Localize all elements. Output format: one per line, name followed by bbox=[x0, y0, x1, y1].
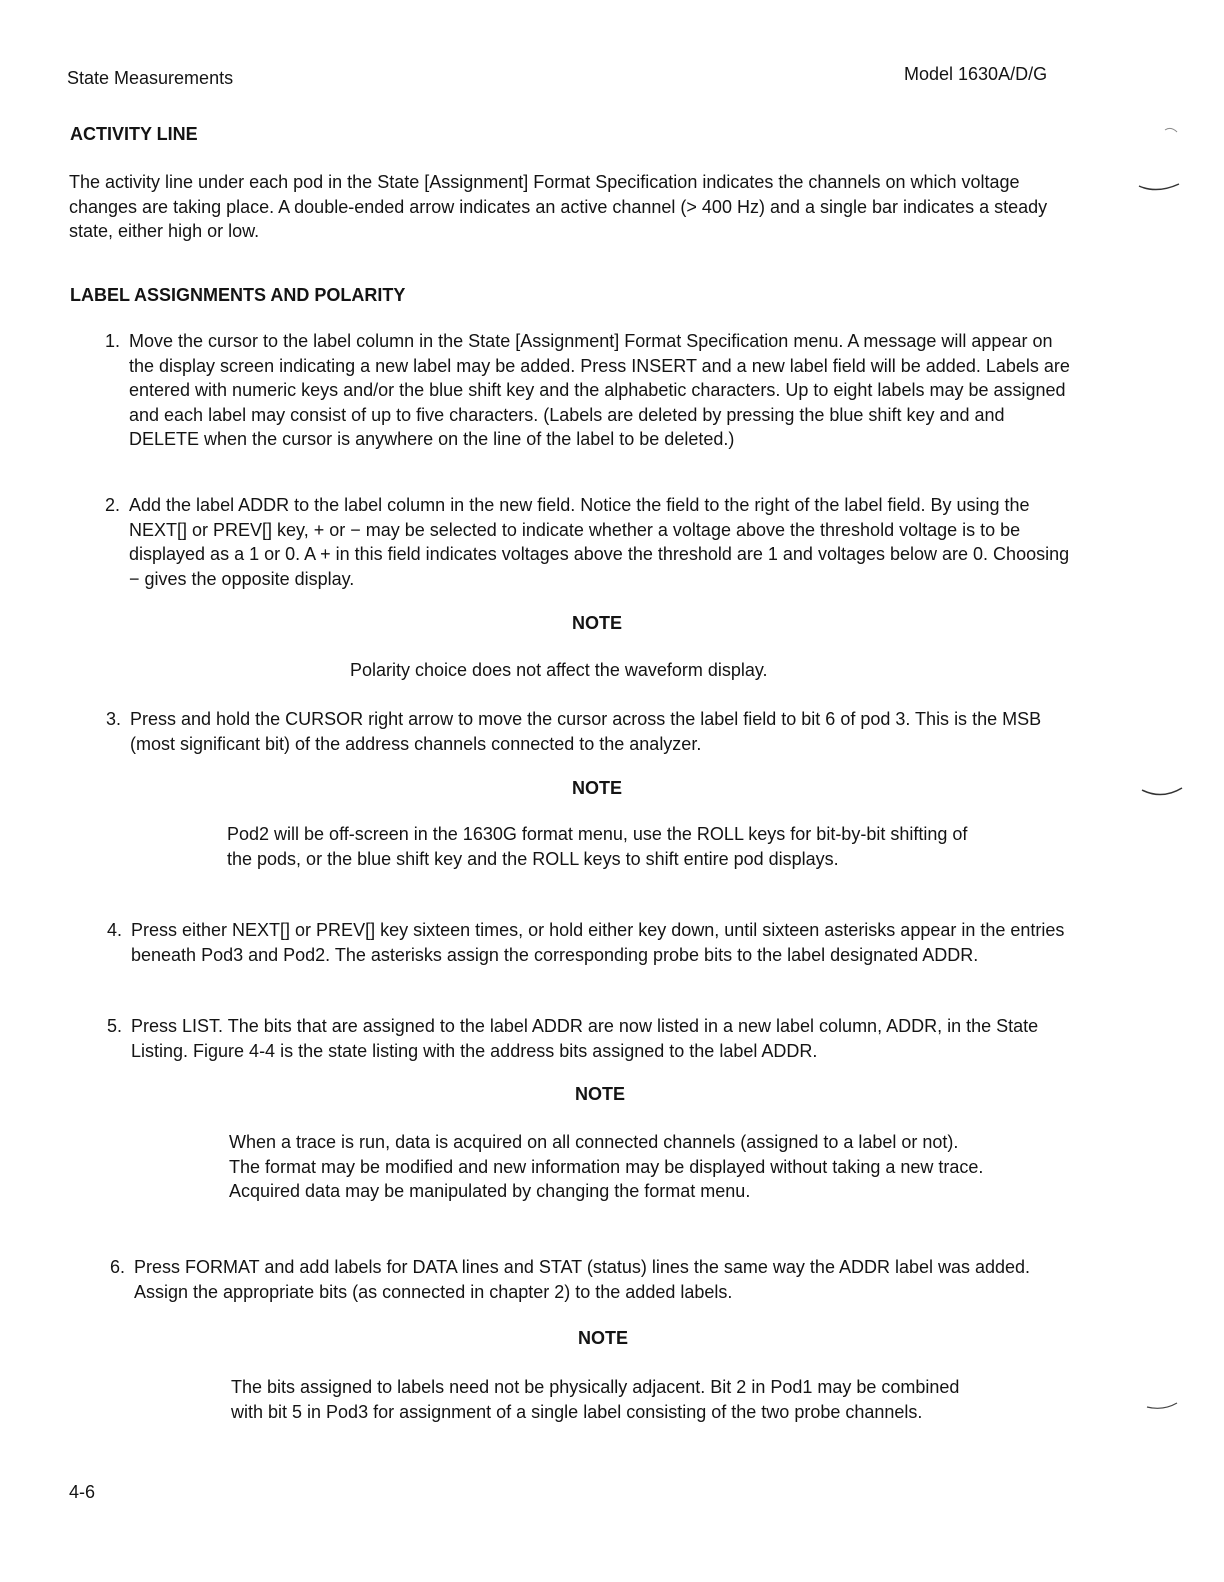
step-text: Press LIST. The bits that are assigned to the label ADDR are now listed in a new label column, ADDR, in the State Listing. Figure 4-4 is the state listing with the address bits assigned to the label ADDR. bbox=[131, 1016, 1039, 1061]
step-text: Move the cursor to the label column in the State [Assignment] Format Specification menu. A message will appear on the display screen indicating a new label may be added. Press INSERT and a new label field will be added. Labels are entered with numeric keys and/or the blue shift key and the alphabetic characters. Up to eight labels may be assigned and each label may consist of up to five characters. (Labels are deleted by pressing the blue shift key and and DELETE when the cursor is anywhere on the line of the label to be deleted.) bbox=[129, 331, 1070, 449]
note-heading: NOTE bbox=[575, 1084, 626, 1104]
note-text: Polarity choice does not affect the waveform display. bbox=[350, 660, 768, 680]
step-number: 5. bbox=[107, 1016, 123, 1036]
section-heading-activity-line: ACTIVITY LINE bbox=[70, 124, 198, 144]
note-heading: NOTE bbox=[572, 778, 623, 798]
note-heading: NOTE bbox=[572, 613, 623, 633]
binder-ring-mark bbox=[1145, 1395, 1190, 1420]
section-heading-label-assignments: LABEL ASSIGNMENTS AND POLARITY bbox=[70, 285, 406, 305]
step-number: 3. bbox=[106, 709, 122, 729]
binder-ring-mark bbox=[1135, 120, 1195, 200]
step-text: Press FORMAT and add labels for DATA lines and STAT (status) lines the same way the ADDR label was added. Assign the appropriate bits (as connected in chapter 2) to the added labels. bbox=[134, 1257, 1031, 1302]
running-header-title: State Measurements bbox=[67, 68, 234, 88]
step-number: 2. bbox=[105, 495, 121, 515]
binder-ring-mark bbox=[1140, 780, 1190, 810]
note-text: When a trace is run, data is acquired on all connected channels (assigned to a label or not). The format may be modified and new information may be displayed without taking a new trace. Acquired data may be manipulated by changing the format menu. bbox=[229, 1132, 984, 1201]
note-text: Pod2 will be off-screen in the 1630G format menu, use the ROLL keys for bit-by-bit shifting of the pods, or the blue shift key and the ROLL keys to shift entire pod displays. bbox=[227, 824, 968, 869]
note-text: The bits assigned to labels need not be physically adjacent. Bit 2 in Pod1 may be combined with bit 5 in Pod3 for assignment of a single label consisting of the two probe channels. bbox=[231, 1377, 960, 1422]
step-number: 1. bbox=[105, 331, 121, 351]
note-heading: NOTE bbox=[578, 1328, 629, 1348]
step-text: Add the label ADDR to the label column in the new field. Notice the field to the right of the label field. By using the NEXT[] or PREV[] key, + or − may be selected to indicate whether a voltage above the threshold voltage is to be displayed as a 1 or 0. A + in this field indicates voltages above the threshold are 1 and voltages below are 0. Choosing − gives the opposite display. bbox=[129, 495, 1070, 589]
step-text: Press and hold the CURSOR right arrow to move the cursor across the label field to bit 6 of pod 3. This is the MSB (most significant bit) of the address channels connected to the analyzer. bbox=[130, 709, 1042, 754]
running-header-model: Model 1630A/D/G bbox=[904, 64, 1048, 84]
activity-line-paragraph: The activity line under each pod in the State [Assignment] Format Specification indicates the channels on which voltage changes are taking place. A double-ended arrow indicates an active channel (> 400 Hz) and a single bar indicates a steady state, either high or low. bbox=[69, 172, 1048, 241]
step-number: 4. bbox=[107, 920, 123, 940]
page-number: 4-6 bbox=[69, 1482, 96, 1502]
step-text: Press either NEXT[] or PREV[] key sixteen times, or hold either key down, until sixteen asterisks appear in the entries beneath Pod3 and Pod2. The asterisks assign the corresponding probe bits to the label designated ADDR. bbox=[131, 920, 1065, 965]
step-number: 6. bbox=[110, 1257, 126, 1277]
